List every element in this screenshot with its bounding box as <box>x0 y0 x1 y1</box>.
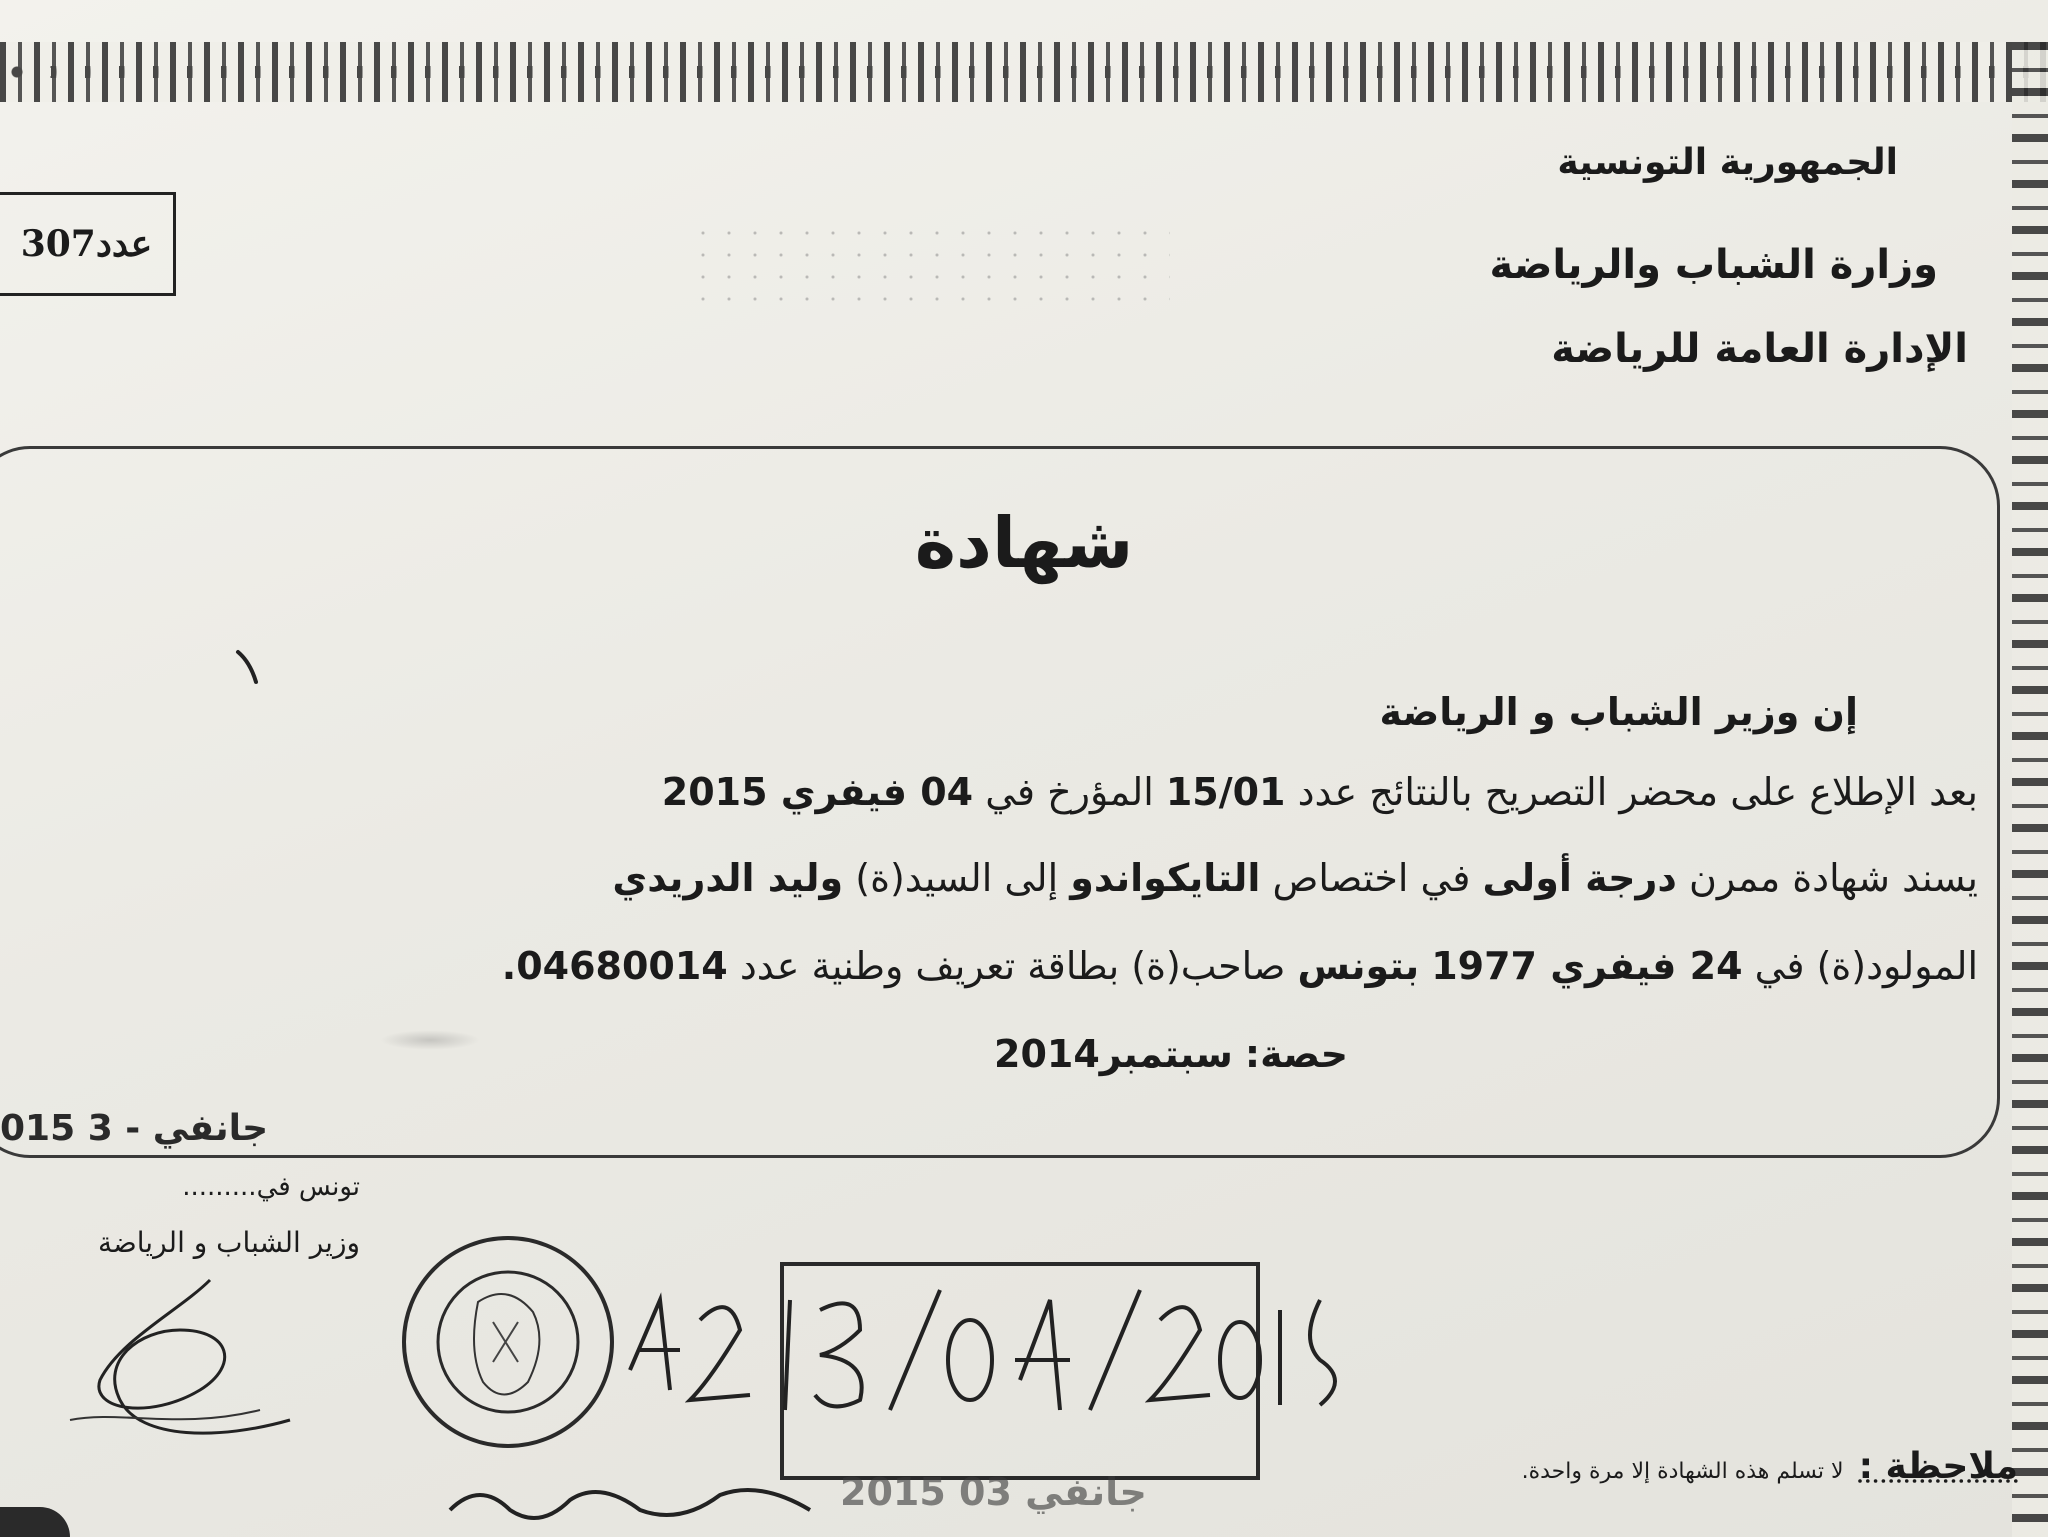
header-republic: الجمهورية التونسية <box>1557 142 1898 183</box>
body-line-4 <box>502 944 1978 988</box>
reference-number-box <box>0 192 176 296</box>
session-value: سبتمبر2014 <box>994 1032 1233 1076</box>
degree-level: درجة أولى <box>1482 856 1677 900</box>
place-date: تونس في......... <box>182 1172 360 1202</box>
header-directorate: الإدارة العامة للرياضة <box>1551 326 1968 372</box>
session-label: حصة: <box>1244 1032 1348 1076</box>
born-text: المولود(ة) في <box>1754 944 1978 988</box>
handwritten-signature <box>60 1270 330 1460</box>
note-label: ملاحظة : <box>1858 1446 2018 1487</box>
handwritten-registration-number <box>620 1280 1360 1420</box>
results-date: 04 فيفري 2015 <box>661 770 974 814</box>
body-line-1: إن وزير الشباب و الرياضة <box>1379 690 1858 734</box>
body-line-5 <box>994 1032 1348 1076</box>
note <box>1522 1446 2018 1487</box>
reference-number: 307عدد <box>20 223 153 265</box>
dated-text: المؤرخ في <box>985 770 1154 814</box>
results-text: بعد الإطلاع على محضر التصريح بالنتائج عدد <box>1297 770 1978 814</box>
recipient-name: وليد الدريدي <box>612 856 844 900</box>
specialty-name: التايكواندو <box>1070 856 1261 900</box>
date-stamp-bottom: 2015 جانفي 03 <box>840 1470 1147 1514</box>
birth-date: 24 فيفري 1977 <box>1431 944 1743 988</box>
signatory-title: وزير الشباب و الرياضة <box>97 1226 360 1259</box>
smudge <box>380 1030 480 1050</box>
date-stamp-top: 015 جانفي - 3 <box>0 1108 269 1149</box>
birth-place: بتونس <box>1297 944 1420 988</box>
specialty-text: في اختصاص <box>1272 856 1471 900</box>
id-card-text: صاحب(ة) بطاقة تعريف وطنية عدد <box>739 944 1286 988</box>
header-ministry: وزارة الشباب والرياضة <box>1489 242 1938 288</box>
body-line-2 <box>662 770 1978 814</box>
handwritten-scribble <box>440 1470 820 1530</box>
results-number: 15/01 <box>1165 770 1286 814</box>
background-edge <box>0 1507 70 1537</box>
grant-text: يسند شهادة ممرن <box>1688 856 1978 900</box>
recipient-text: إلى السيد(ة) <box>855 856 1059 900</box>
decorative-border-right <box>2012 42 2048 1537</box>
body-line-3 <box>612 856 1978 900</box>
official-seal <box>398 1232 618 1452</box>
id-card-number: 04680014. <box>501 944 728 988</box>
note-text: لا تسلم هذه الشهادة إلا مرة واحدة. <box>1521 1459 1844 1484</box>
certificate-title: شهادة <box>914 502 1134 584</box>
decorative-border-top <box>0 42 2048 102</box>
faded-print-marks <box>690 222 1170 312</box>
